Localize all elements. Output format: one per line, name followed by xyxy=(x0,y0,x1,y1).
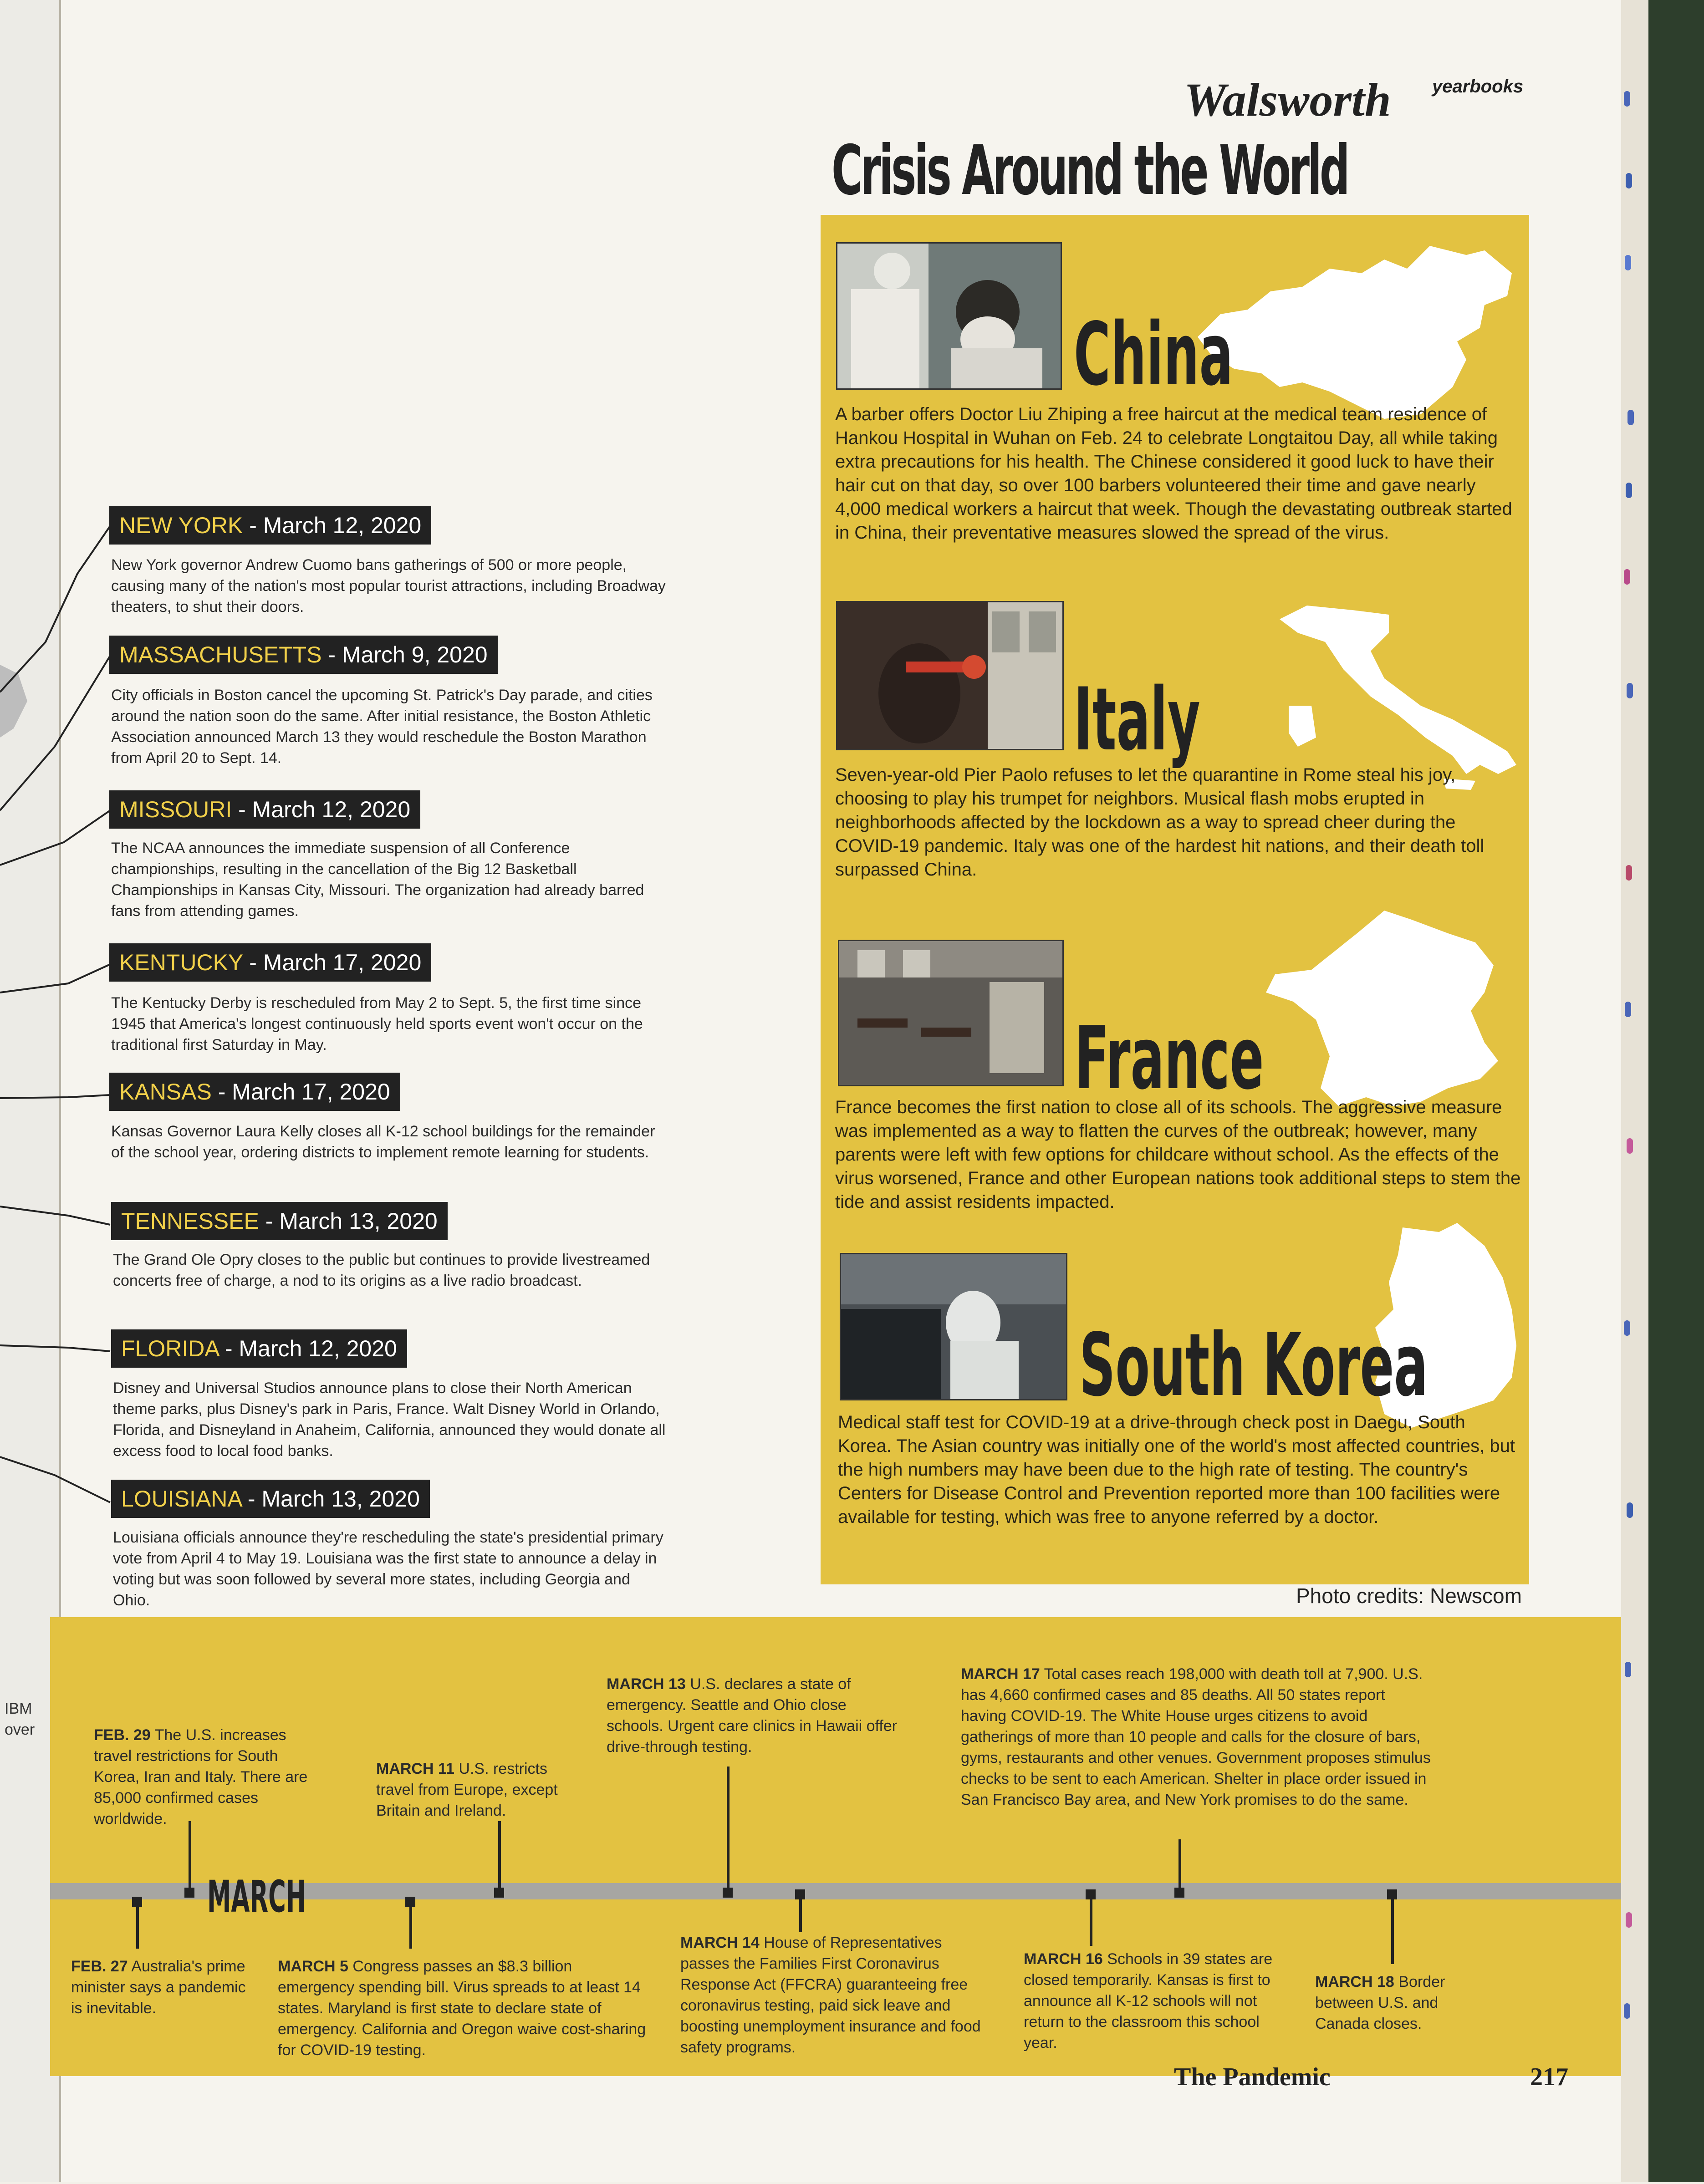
france-photo xyxy=(838,940,1064,1086)
event-text: Australia's prime minister says a pandemic is inevitable. xyxy=(71,1958,246,2017)
page-title: Crisis Around the World xyxy=(832,131,1348,210)
barber-photo-illustration xyxy=(837,244,1061,388)
country-name-china: China xyxy=(1074,304,1233,405)
state-date: - March 12, 2020 xyxy=(232,797,411,822)
timeline-event-march17 xyxy=(961,1664,1434,1810)
event-date: MARCH 16 xyxy=(1024,1950,1103,1968)
state-text-kentucky: The Kentucky Derby is rescheduled from May 2 to Sept. 5, the first time since 1945 that America's longest continuously held sports event won't occur on the traditional first Saturday in May. xyxy=(111,994,643,1054)
state-tag-kansas xyxy=(109,1073,400,1111)
france-map-icon xyxy=(1257,906,1512,1125)
timeline-tick-march5 xyxy=(409,1899,412,1949)
timeline-tick-feb27 xyxy=(136,1899,139,1949)
state-date: - March 13, 2020 xyxy=(241,1486,420,1512)
state-name: MISSOURI xyxy=(119,797,232,822)
france-caption: France becomes the first nation to close all of its schools. The aggressive measure was implemented as a way to flatten the curves of the outbreak; however, many parents were left with few options for childcare without school. As the effects of the virus worsened, France and other European nations took additional steps to stem the tide and assist residents impacted. xyxy=(835,1097,1521,1212)
timeline-marker-march11 xyxy=(494,1888,504,1898)
state-name: FLORIDA xyxy=(121,1336,219,1361)
state-name: KANSAS xyxy=(119,1079,212,1105)
timeline-tick-march17 xyxy=(1179,1839,1181,1889)
photo-credits: Photo credits: Newscom xyxy=(1296,1584,1522,1608)
margin-note-2: over xyxy=(5,1721,35,1738)
state-name: NEW YORK xyxy=(119,513,243,538)
state-name: LOUISIANA xyxy=(121,1486,241,1512)
timeline-event-march14 xyxy=(680,1932,990,2058)
event-text: The U.S. increases travel restrictions for South Korea, Iran and Italy. There are 85,000 confirmed cases worldwide. xyxy=(94,1726,308,1828)
state-tag-tennessee xyxy=(111,1202,448,1240)
event-text: Congress passes an $8.3 billion emergency spending bill. Virus spreads to at least 14 states. Maryland is first state to declare state of emergency. California and Oregon waive cost-sharing for COVID-19 testing. xyxy=(278,1958,646,2059)
event-date: MARCH 17 xyxy=(961,1665,1040,1683)
country-name-france: France xyxy=(1075,1008,1264,1109)
timeline-tick-march18 xyxy=(1391,1891,1394,1964)
state-name: KENTUCKY xyxy=(119,950,243,975)
country-name-italy: Italy xyxy=(1074,669,1200,770)
timeline-marker-march17 xyxy=(1174,1888,1184,1898)
state-date: - March 12, 2020 xyxy=(218,1336,397,1361)
timeline-marker-march13 xyxy=(723,1888,733,1898)
state-date: - March 13, 2020 xyxy=(259,1208,438,1234)
event-date: FEB. 29 xyxy=(94,1726,151,1744)
timeline-tick-march14 xyxy=(799,1891,802,1932)
trumpet-photo-illustration xyxy=(837,602,1062,749)
state-text-massachusetts: City officials in Boston cancel the upcoming St. Patrick's Day parade, and cities around the nation soon do the same. After initial resistance, the Boston Athletic Association announced March 13 they would reschedule the Boston Marathon from April 20 to Sept. 14. xyxy=(111,687,653,767)
event-text: U.S. declares a state of emergency. Seattle and Ohio close schools. Urgent care clinics in Hawaii offer drive-through testing. xyxy=(607,1675,898,1756)
event-date: MARCH 14 xyxy=(680,1934,760,1951)
state-tag-new-york xyxy=(109,506,431,545)
footer-section-title: The Pandemic xyxy=(1174,2063,1331,2091)
south-korea-photo xyxy=(840,1253,1067,1400)
state-text-tennessee: The Grand Ole Opry closes to the public but continues to provide livestreamed concerts free of charge, a nod to its origins as a live radio broadcast. xyxy=(113,1251,650,1289)
event-date: FEB. 27 xyxy=(71,1958,128,1975)
classroom-photo-illustration xyxy=(839,941,1062,1085)
state-text-kansas: Kansas Governor Laura Kelly closes all K-12 school buildings for the remainder of the school year, ordering districts to implement remote learning for students. xyxy=(111,1123,655,1161)
event-date: MARCH 18 xyxy=(1315,1973,1394,1991)
event-text: House of Representatives passes the Families First Coronavirus Response Act (FFCRA) guaranteeing free coronavirus testing, paid sick leave and boosting unemployment insurance and food safety programs. xyxy=(680,1934,981,2056)
timeline-tick-feb29 xyxy=(189,1821,191,1889)
south-korea-caption: Medical staff test for COVID-19 at a drive-through check post in Daegu, South Korea. The Asian country was initially one of the world's most affected countries, but the high numbers may have been due to the high rate of testing. The country's Centers for Disease Control and Prevention reported more than 100 facilities were available for testing, which was free to anyone referred by a doctor. xyxy=(838,1412,1515,1527)
brand-sub: yearbooks xyxy=(1432,76,1524,97)
italy-photo xyxy=(836,601,1064,750)
timeline-event-march16 xyxy=(1024,1949,1288,2053)
event-date: MARCH 13 xyxy=(607,1675,686,1693)
china-caption: A barber offers Doctor Liu Zhiping a free haircut at the medical team residence of Hankou Hospital in Wuhan on Feb. 24 to celebrate Longtaitou Day, all while taking extra precautions for his health. The Chinese considered it good luck to have their hair cut on that day, so over 100 barbers volunteered their time and gave nearly 4,000 medical workers a haircut that week. Though the devastating outbreak started in China, their preventative measures slowed the spread of the virus. xyxy=(835,404,1512,543)
state-date: - March 12, 2020 xyxy=(243,513,422,538)
event-date: MARCH 11 xyxy=(376,1760,454,1777)
state-tag-kentucky xyxy=(109,943,431,982)
timeline-event-feb29 xyxy=(94,1725,317,1829)
book-cover-edge xyxy=(1648,0,1704,2182)
timeline-marker-feb29 xyxy=(184,1888,194,1898)
timeline-event-march13 xyxy=(607,1674,898,1757)
event-text: Total cases reach 198,000 with death toll at 7,900. U.S. has 4,660 confirmed cases and 85 deaths. All 50 states report having COVID-19. The White House urges citizens to avoid gatherings of more than 10 people and calls for the closure of bars, gyms, restaurants and other venues. Government proposes stimulus checks to be sent to each American. Shelter in place order issued in San Francisco Bay area, and New York promises to do the same. xyxy=(961,1665,1431,1808)
italy-caption: Seven-year-old Pier Paolo refuses to let the quarantine in Rome steal his joy, choosing to play his trumpet for neighbors. Musical flash mobs erupted in neighborhoods affected by the lockdown as a way to spread cheer during the COVID-19 pandemic. Italy was one of the hardest hit nations, and their death toll surpassed China. xyxy=(835,765,1485,880)
state-tag-florida xyxy=(111,1329,407,1368)
state-text-florida: Disney and Universal Studios announce plans to close their North American theme parks, plus Disney's park in Paris, France. Walt Disney World in Orlando, Florida, and Disneyland in Anaheim, California, announced they would donate all excess food to local food banks. xyxy=(113,1380,666,1460)
state-text-new-york: New York governor Andrew Cuomo bans gatherings of 500 or more people, causing many of the nation's most popular tourist attractions, including Broadway theaters, to shut their doors. xyxy=(111,556,666,616)
drive-through-test-photo-illustration xyxy=(841,1254,1066,1399)
state-text-missouri: The NCAA announces the immediate suspension of all Conference championships, resulting in the cancellation of the Big 12 Basketball Championships in Kansas City, Missouri. The organization had already barred fans from attending games. xyxy=(111,840,644,920)
state-tag-louisiana xyxy=(111,1480,430,1518)
state-date: - March 17, 2020 xyxy=(243,950,422,975)
state-text-louisiana: Louisiana officials announce they're rescheduling the state's presidential primary vote from April 4 to May 19. Louisiana was the first state to announce a delay in voting but was soon followed by several more states, including Georgia and Ohio. xyxy=(113,1529,663,1609)
timeline-month-label: MARCH xyxy=(207,1871,306,1922)
state-tag-massachusetts xyxy=(109,636,498,674)
event-text: Border between U.S. and Canada closes. xyxy=(1315,1973,1445,2032)
page-number: 217 xyxy=(1530,2063,1568,2091)
state-name: TENNESSEE xyxy=(121,1208,259,1234)
event-text: Schools in 39 states are closed temporarily. Kansas is first to announce all K-12 schools will not return to the classroom this school year. xyxy=(1024,1950,1273,2052)
state-tag-missouri xyxy=(109,790,420,829)
timeline-event-feb27 xyxy=(71,1956,258,2019)
state-name: MASSACHUSETTS xyxy=(119,642,322,667)
timeline-tick-march16 xyxy=(1090,1891,1092,1946)
china-photo xyxy=(836,242,1062,390)
state-date: - March 9, 2020 xyxy=(321,642,488,667)
state-date: - March 17, 2020 xyxy=(211,1079,390,1105)
timeline-event-march18 xyxy=(1315,1971,1479,2034)
event-date: MARCH 5 xyxy=(278,1958,348,1975)
timeline-tick-march11 xyxy=(498,1821,501,1889)
china-map-icon xyxy=(1193,241,1521,423)
brand-logo: Walsworth xyxy=(1184,74,1391,126)
margin-note-1: IBM xyxy=(5,1700,32,1717)
timeline-event-march11 xyxy=(376,1758,586,1821)
country-name-south-korea: South Korea xyxy=(1079,1315,1428,1415)
timeline-event-march5 xyxy=(278,1956,651,2061)
timeline-tick-march13 xyxy=(727,1767,730,1889)
event-text: U.S. restricts travel from Europe, except Britain and Ireland. xyxy=(376,1760,558,1819)
